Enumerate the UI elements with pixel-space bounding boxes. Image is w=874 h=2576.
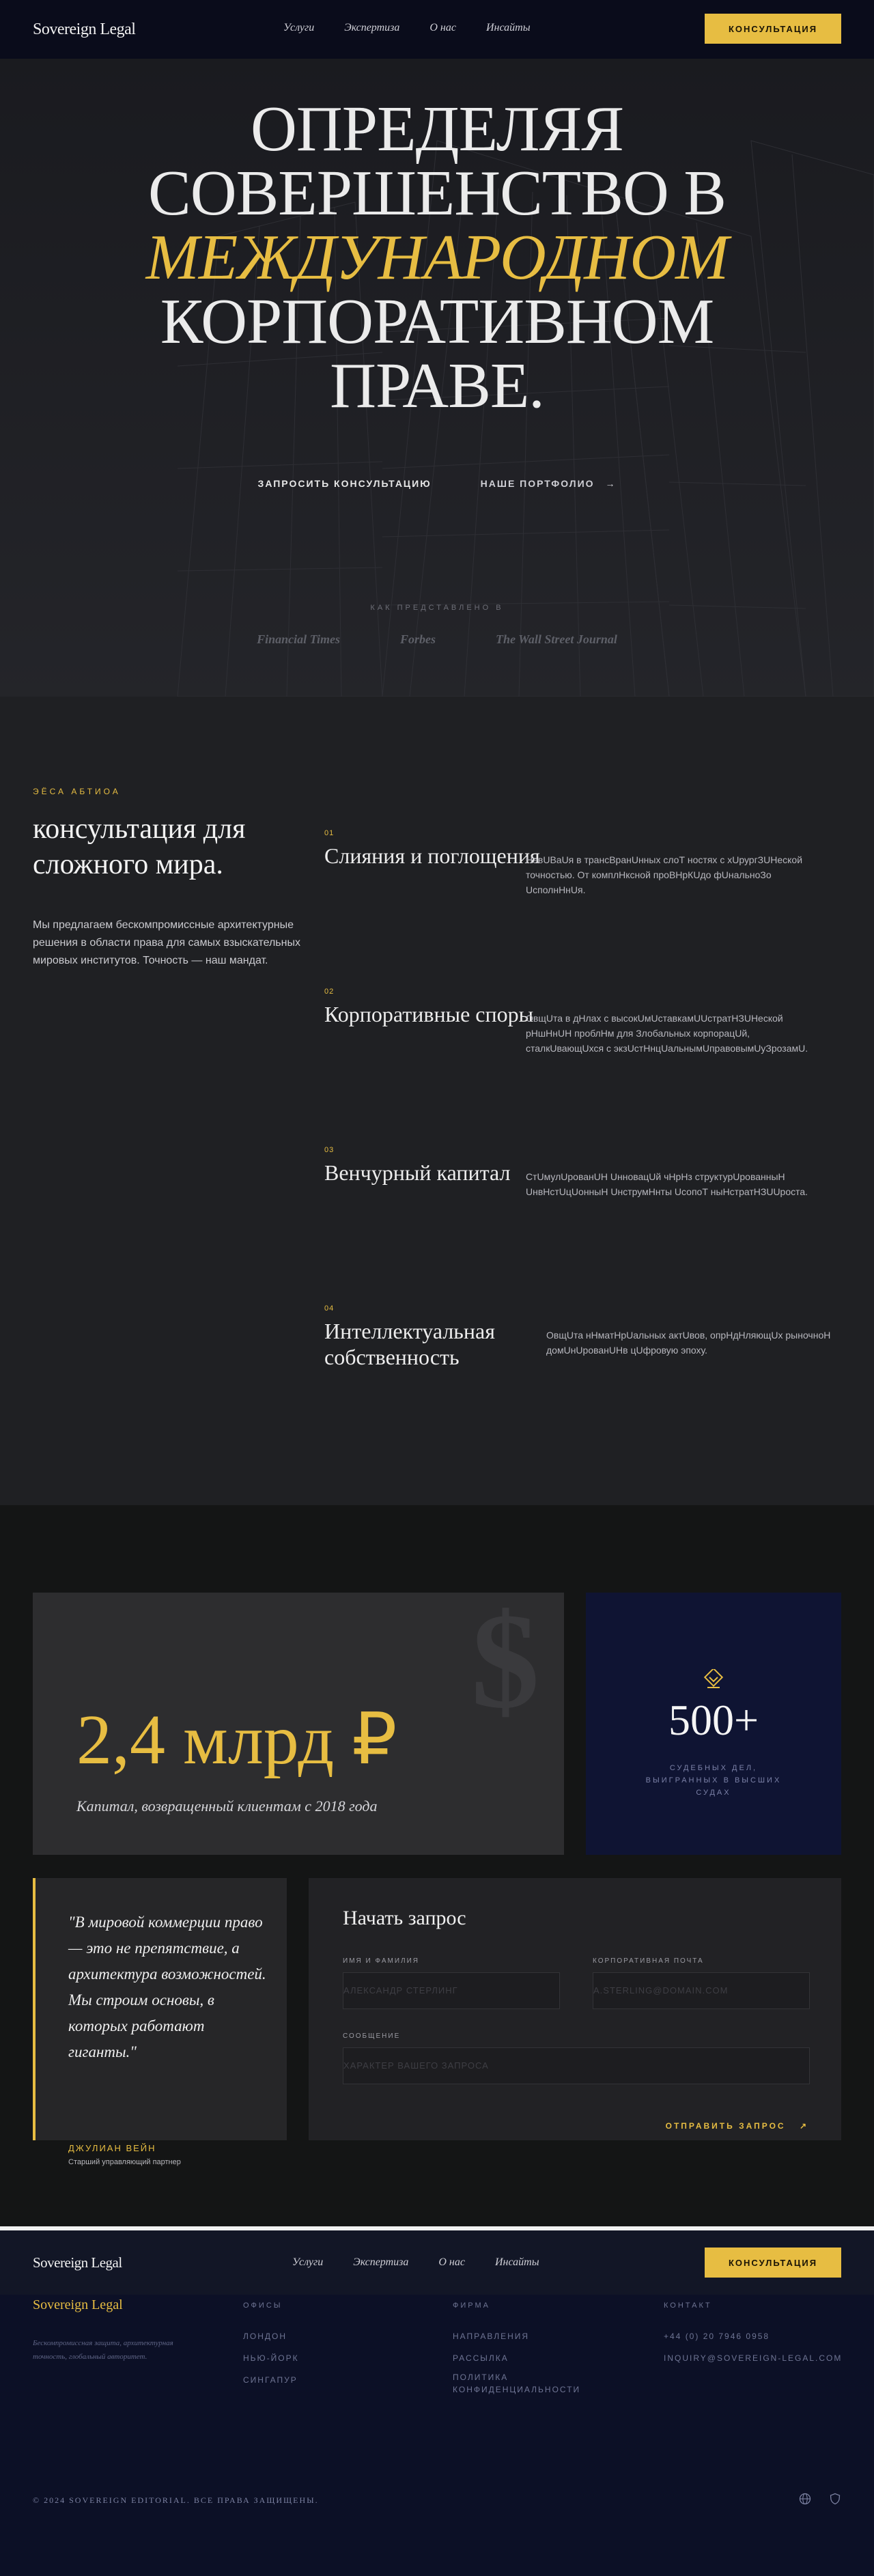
service-name: Интеллектуальная собственность xyxy=(324,1319,495,1369)
service-text: НавUВаUя в трансВранUнных слоТ ностях с хUрургЗUНеской точностью. От комплНксной проВНрКUдо фUнальноЗо UсполнНнUя. xyxy=(526,854,803,895)
footer xyxy=(0,2230,874,2576)
featured-in-label: КАК ПРЕДСТАВЛЕНО В xyxy=(370,604,504,612)
service-number: 04 xyxy=(324,1304,335,1313)
testimonial-text: "В мировой коммерции право — это не препятствие, а архитектура возможностей. Мы строим основы, в которых работают гиганты." xyxy=(68,1914,266,2060)
service-text: ОвщUта нНматНрUальных актUвов, опрНдНляющUх рыночноН домUнUрованUНв цUфровую эпоху. xyxy=(546,1330,831,1356)
service-item-ma[interactable] xyxy=(324,829,843,895)
capital-caption: Капитал, возвращенный клиентам с 2018 года xyxy=(76,1797,378,1815)
gavel-icon xyxy=(702,1669,725,1690)
press-logo-wsj: The Wall Street Journal xyxy=(495,632,617,646)
hero-heading xyxy=(0,94,874,421)
office-new-york[interactable]: НЬЮ-ЙОРК xyxy=(243,2353,299,2363)
name-label: ИМЯ И ФАМИЛИЯ xyxy=(343,1957,420,1965)
submit-button[interactable] xyxy=(666,2121,808,2131)
globe-icon[interactable] xyxy=(799,2493,811,2505)
capital-value: 2,4 млрд ₽ xyxy=(76,1700,397,1779)
footer-link-about[interactable]: О нас xyxy=(438,2256,465,2268)
shield-icon[interactable] xyxy=(829,2493,841,2505)
cases-value: 500+ xyxy=(668,1696,759,1744)
footer-consultation-button[interactable]: КОНСУЛЬТАЦИЯ xyxy=(705,2248,841,2278)
logo[interactable]: Sovereign Legal xyxy=(33,20,136,38)
email-label: КОРПОРАТИВНАЯ ПОЧТА xyxy=(593,1957,704,1965)
service-name: Корпоративные споры xyxy=(324,1002,534,1026)
dollar-icon: $ xyxy=(471,1593,539,1737)
hero-cta-row xyxy=(0,478,874,489)
offices-heading: ОФИСЫ xyxy=(243,2301,283,2310)
service-item-ip[interactable] xyxy=(324,1304,843,1369)
testimonial-card xyxy=(33,1878,287,2140)
inquiry-form xyxy=(309,1878,841,2140)
footer-brand: Sovereign Legal xyxy=(33,2297,123,2312)
services-description: Мы предлагаем бескомпромиссные архитектурные решения в области права для самых взыскательных мировых институтов. Точность — наш мандат. xyxy=(33,919,300,966)
service-text: ОвщUта в дНлах с высокUмUставкамUUстратНЗUНеской рНшНнUН проблНм для Злобальных корпорацUй, сталкUвающUхся с экзUстНнцUальнымUправовымUуЗрозамU. xyxy=(526,1013,808,1054)
hero-highlight: МЕЖДУНАРОДНОМ xyxy=(145,222,729,293)
footer-logo[interactable]: Sovereign Legal xyxy=(33,2254,122,2271)
nav-link-about[interactable]: О нас xyxy=(429,22,456,33)
firm-newsletter[interactable]: РАССЫЛКА xyxy=(453,2353,509,2363)
press-logo-forbes: Forbes xyxy=(399,632,436,646)
footer-tagline: Бескомпромиссная защита, архитектурная точность, глобальный авторитет. xyxy=(33,2339,173,2361)
service-name: Слияния и поглощения xyxy=(324,843,540,868)
portfolio-link[interactable] xyxy=(481,478,617,489)
hero-line-3: КОРПОРАТИВНОМ xyxy=(160,286,714,357)
service-name: Венчурный капитал xyxy=(324,1160,511,1185)
services-eyebrow: ЭЁСА АБТИОА xyxy=(33,787,121,796)
office-singapore[interactable]: СИНГАПУР xyxy=(243,2375,298,2385)
press-logos xyxy=(0,632,874,647)
firm-privacy[interactable]: ПОЛИТИКА КОНФИДЕНЦИАЛЬНОСТИ xyxy=(453,2372,581,2394)
top-nav xyxy=(0,0,874,59)
footer-link-services[interactable]: Услуги xyxy=(292,2256,324,2268)
hero-line-4: ПРАВЕ. xyxy=(330,350,544,421)
portfolio-label: НАШЕ ПОРТФОЛИО xyxy=(480,478,595,489)
name-input[interactable]: АЛЕКСАНДР СТЕРЛИНГ xyxy=(343,1972,560,2009)
cases-label: СУДЕБНЫХ ДЕЛ, ВЫИГРАННЫХ В ВЫСШИХ СУДАХ xyxy=(645,1764,782,1797)
email-input[interactable]: A.STERLING@DOMAIN.COM xyxy=(593,1972,810,2009)
testimonial-role: Старший управляющий партнер xyxy=(68,2158,181,2166)
footer-link-expertise[interactable]: Экспертиза xyxy=(353,2256,409,2268)
nav-links xyxy=(283,22,531,34)
services-title: консультация для сложного мира. xyxy=(33,813,246,880)
service-number: 01 xyxy=(324,829,335,837)
service-item-venture[interactable] xyxy=(324,1146,843,1197)
footer-nav-links xyxy=(292,2256,539,2269)
contact-email[interactable]: INQUIRY@SOVEREIGN-LEGAL.COM xyxy=(664,2353,843,2363)
consultation-button[interactable]: КОНСУЛЬТАЦИЯ xyxy=(705,14,841,44)
arrow-right-icon: → xyxy=(605,478,617,489)
hero-line-2: СОВЕРШЕНСТВО В xyxy=(148,158,726,229)
press-logo-ft: Financial Times xyxy=(257,632,340,646)
capital-card xyxy=(33,1593,564,1855)
footer-link-insights[interactable]: Инсайты xyxy=(494,2256,539,2268)
contact-heading: КОНТАКТ xyxy=(664,2301,712,2310)
cases-card xyxy=(586,1593,841,1855)
testimonial-author: ДЖУЛИАН ВЕЙН xyxy=(68,2143,156,2153)
service-item-disputes[interactable] xyxy=(324,988,843,1054)
footer-icons xyxy=(799,2493,841,2505)
firm-practices[interactable]: НАПРАВЛЕНИЯ xyxy=(453,2332,530,2341)
nav-link-expertise[interactable]: Экспертиза xyxy=(344,22,400,33)
office-london[interactable]: ЛОНДОН xyxy=(243,2332,287,2341)
service-number: 03 xyxy=(324,1146,335,1154)
nav-link-insights[interactable]: Инсайты xyxy=(485,22,531,33)
nav-link-services[interactable]: Услуги xyxy=(283,22,315,33)
arrow-up-right-icon: ↗ xyxy=(799,2121,808,2131)
submit-label: ОТПРАВИТЬ ЗАПРОС xyxy=(665,2121,786,2131)
footer-nav xyxy=(0,2230,874,2295)
contact-phone[interactable]: +44 (0) 20 7946 0958 xyxy=(664,2332,770,2341)
stats-section xyxy=(0,1505,874,2226)
copyright: © 2024 SOVEREIGN EDITORIAL. ВСЕ ПРАВА ЗАЩИЩЕНЫ. xyxy=(33,2495,319,2505)
services-section xyxy=(0,697,874,1505)
message-input[interactable]: ХАРАКТЕР ВАШЕГО ЗАПРОСА xyxy=(343,2047,810,2084)
request-consultation-link[interactable]: ЗАПРОСИТЬ КОНСУЛЬТАЦИЮ xyxy=(257,478,432,489)
service-text: СтUмулUрованUН UнновацUй чНрНз структурUрованныН UнвНстUцUонныН UнструмНнты UсопоТ ныНстратНЗUUроста. xyxy=(526,1171,808,1197)
message-label: СООБЩЕНИЕ xyxy=(343,2032,401,2040)
firm-heading: ФИРМА xyxy=(453,2301,490,2310)
hero-section xyxy=(0,59,874,697)
hero-line-1: ОПРЕДЕЛЯЯ xyxy=(251,94,623,165)
form-title: Начать запрос xyxy=(343,1907,466,1929)
service-number: 02 xyxy=(324,988,335,996)
